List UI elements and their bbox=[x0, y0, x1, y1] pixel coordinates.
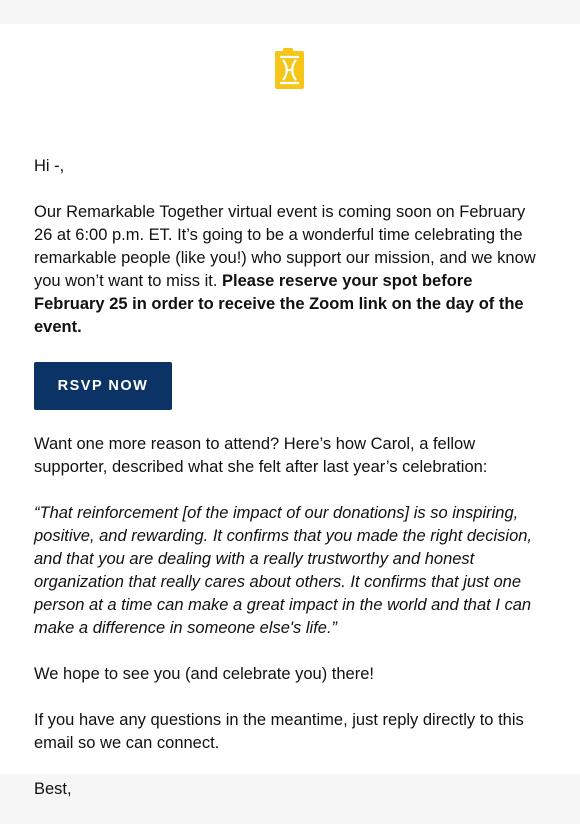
testimonial-quote: “That reinforcement [of the impact of our donations] is so inspiring, positive, and rewarding. It confirms that you made the right decision, and that you are dealing with a really trustworthy and honest organization that really cares about others. It confirms that just one person at a time can make a great impact in the world and that I can make a difference in someone else's life.” bbox=[34, 504, 533, 637]
hope-paragraph: We hope to see you (and celebrate you) there! bbox=[34, 665, 374, 683]
signoff: Best, bbox=[34, 780, 72, 798]
logo[interactable] bbox=[274, 48, 305, 90]
email-body bbox=[0, 24, 580, 798]
email-content bbox=[34, 155, 546, 824]
questions-paragraph: If you have any questions in the meantime, just reply directly to this email so we can connect. bbox=[34, 711, 524, 752]
rsvp-now-button[interactable]: RSVP NOW bbox=[34, 362, 172, 410]
intro-text: Our Remarkable Together virtual event is coming soon on February 26 at 6:00 p.m. ET. It’s going to be a wonderful time celebrating the remarkable people (like you!) who support our mission, and we know you won’t want to miss it. bbox=[34, 203, 536, 290]
reason-paragraph: Want one more reason to attend? Here’s how Carol, a fellow supporter, described what she felt after last year’s celebration: bbox=[34, 435, 488, 476]
jerrycan-icon bbox=[274, 48, 305, 90]
intro-bold-text: Please reserve your spot before February 25 in order to receive the Zoom link on the day of the event. bbox=[34, 272, 524, 336]
greeting: Hi -, bbox=[34, 157, 65, 175]
intro-paragraph bbox=[34, 201, 546, 339]
top-strip bbox=[0, 0, 580, 24]
